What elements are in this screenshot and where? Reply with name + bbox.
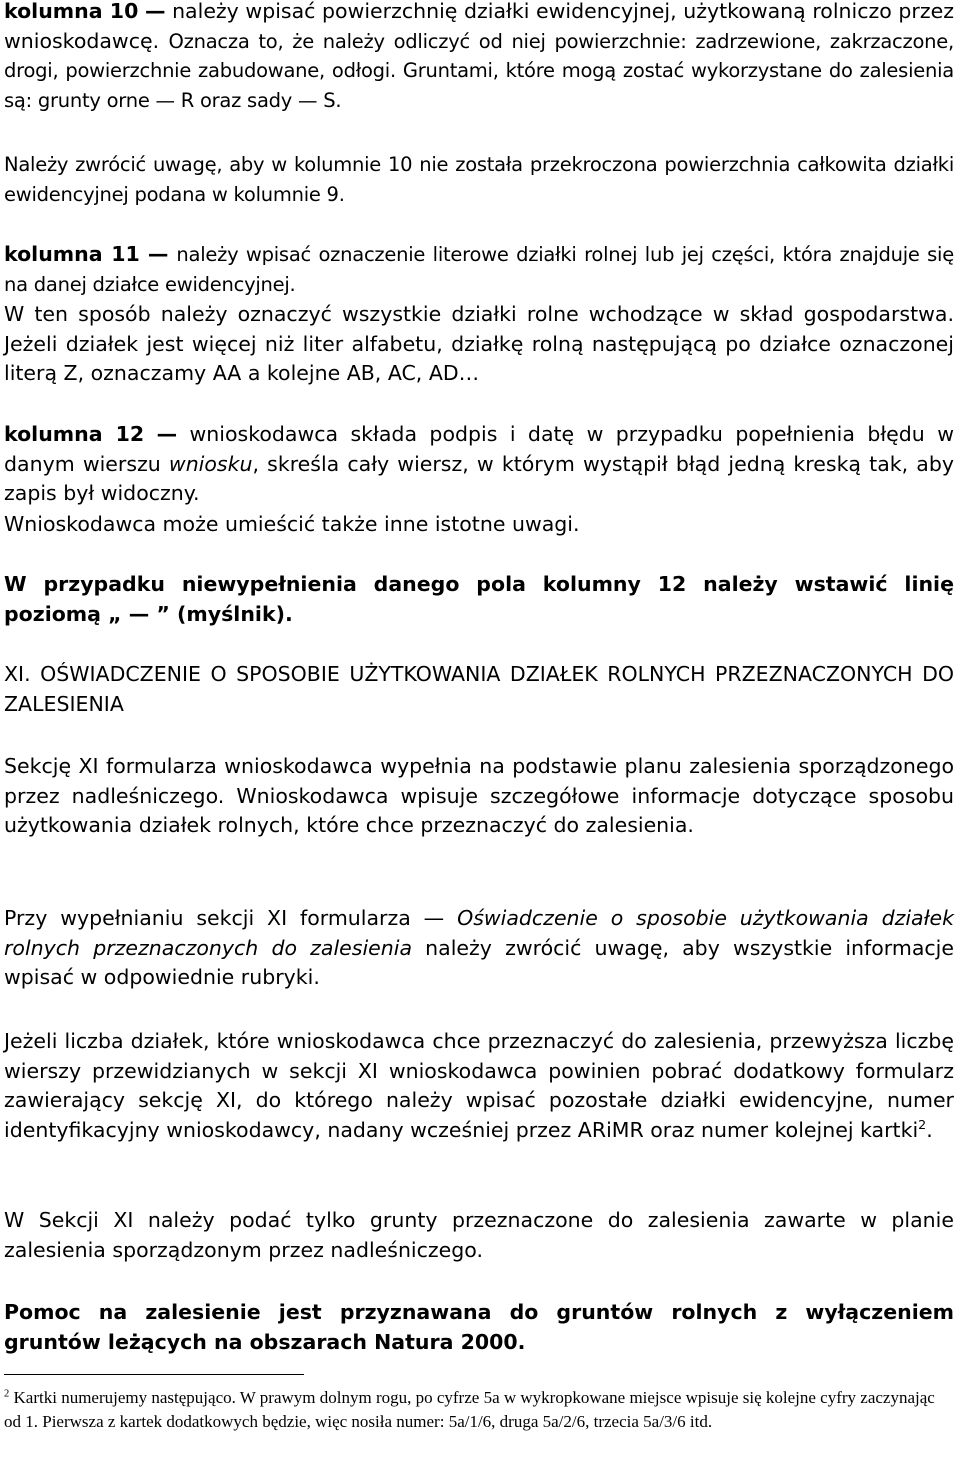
footnote-reference: 2 <box>918 1116 927 1132</box>
column-10-text: Oznacza to, że należy odliczyć od niej powierzchnie: zadrzewione, zakrzaczone, drogi, powierzchnie zabudowane, odłogi. Gruntami, które mogą zostać wykorzystane do zalesienia są: grunty orne — R oraz sady — S. <box>4 29 954 112</box>
notice-dash: „ — ” <box>108 601 170 626</box>
footnote <box>4 1386 954 1434</box>
footnote-text: Kartki numerujemy następująco. W prawym dolnym rogu, po cyfrze 5a w wykropkowane miejsce wpisuje się kolejne cyfry zaczynając od 1. Pierwsza z kartek dodatkowych będzie, więc nosiła numer: 5a/1/6, druga 5a/2/6, trzecia 5a/3/6 itd. <box>4 1388 935 1431</box>
column-11-mark-text: W ten sposób należy oznaczyć wszystkie działki rolne wchodzące w skład gospodarstwa. <box>4 302 954 326</box>
column-12-paragraph <box>4 420 954 509</box>
paragraph-2-before: Przy wypełnianiu sekcji XI formularza — <box>4 906 445 930</box>
notice-text: W przypadku niewypełnienia danego pola kolumny 12 należy wstawić linię poziomą <box>4 572 954 626</box>
section-xi-paragraph-1: Sekcję XI formularza wnioskodawca wypełnia na podstawie planu zalesienia sporządzonego przez nadleśniczego. Wnioskodawca wpisuje szczegółowe informacje dotyczące sposobu użytkowania działek rolnych, które chce przeznaczyć do zalesienia. <box>4 754 954 837</box>
column-12-notice <box>4 570 954 629</box>
paragraph-2-after: należy zwrócić uwagę, aby wszystkie informacje wpisać w odpowiednie rubryki. <box>4 935 954 989</box>
column-12-dash: — <box>156 422 178 446</box>
notice-suffix: (myślnik). <box>177 601 293 626</box>
paragraph-2-italic: Oświadczenie o sposobie użytkowania działek rolnych przeznaczonych do zalesienia <box>4 906 954 960</box>
column-10-label: kolumna 10 <box>4 0 139 23</box>
section-xi-paragraph-3 <box>4 1027 954 1145</box>
column-12-text-after: , skreśla cały wiersz, w którym wystąpił błąd jedną kreską tak, aby zapis był widoczny. <box>4 451 954 505</box>
column-11-marking <box>4 300 954 389</box>
column-12-remarks: Wnioskodawca może umieścić także inne istotne uwagi. <box>4 512 580 536</box>
column-10-dash: — <box>144 0 166 23</box>
section-xi-natura-notice: Pomoc na zalesienie jest przyznawana do gruntów rolnych z wyłączeniem gruntów leżących na obszarach Natura 2000. <box>4 1300 954 1354</box>
column-11-dash: — <box>147 242 169 266</box>
paragraph-3-text: Jeżeli liczba działek, które wnioskodawca chce przeznaczyć do zalesienia, przewyższa liczbę wierszy przewidzianych w sekcji XI wnioskodawca powinien pobrać dodatkowy formularz zawierający sekcję XI, do którego należy wpisać pozostałe działki ewidencyjne, numer identyfikacyjny wnioskodawcy, nadany wcześniej przez ARiMR oraz numer kolejnej kartki <box>4 1029 954 1142</box>
column-11-alphabet-text: Jeżeli działek jest więcej niż liter alfabetu, działkę rolną następującą po działce oznaczonej literą Z, oznaczamy AA a kolejne AB, AC, AD… <box>4 331 954 385</box>
column-11-label: kolumna 11 <box>4 242 140 266</box>
section-xi-paragraph-2 <box>4 904 954 993</box>
column-12-label: kolumna 12 <box>4 422 145 446</box>
column-11-paragraph <box>4 240 954 299</box>
section-xi-paragraph-4: W Sekcji XI należy podać tylko grunty przeznaczone do zalesienia zawarte w planie zalesienia sporządzonym przez nadleśniczego. <box>4 1208 954 1262</box>
column-12-text-before: wnioskodawca składa podpis i datę w przypadku popełnienia błędu w danym wierszu <box>4 422 954 476</box>
footnote-separator <box>4 1374 304 1375</box>
column-10-intro: należy wpisać powierzchnię działki ewidencyjnej, użytkowaną rolniczo przez wnioskodawcę. <box>4 0 954 53</box>
column-11-intro: należy wpisać oznaczenie literowe działki rolnej lub jej części, która znajduje się na danej działce ewidencyjnej. <box>4 243 954 296</box>
column-12-italic-word: wniosku <box>168 451 253 476</box>
column-10-paragraph <box>4 0 954 115</box>
paragraph-3-end: . <box>926 1117 933 1142</box>
column-10-warning: Należy zwrócić uwagę, aby w kolumnie 10 nie została przekroczona powierzchnia całkowita działki ewidencyjnej podana w kolumnie 9. <box>4 153 954 206</box>
section-xi-title: XI. OŚWIADCZENIE O SPOSOBIE UŻYTKOWANIA DZIAŁEK ROLNYCH PRZEZNACZONYCH DO ZALESIENIA <box>4 662 954 716</box>
footnote-number: 2 <box>4 1388 10 1400</box>
